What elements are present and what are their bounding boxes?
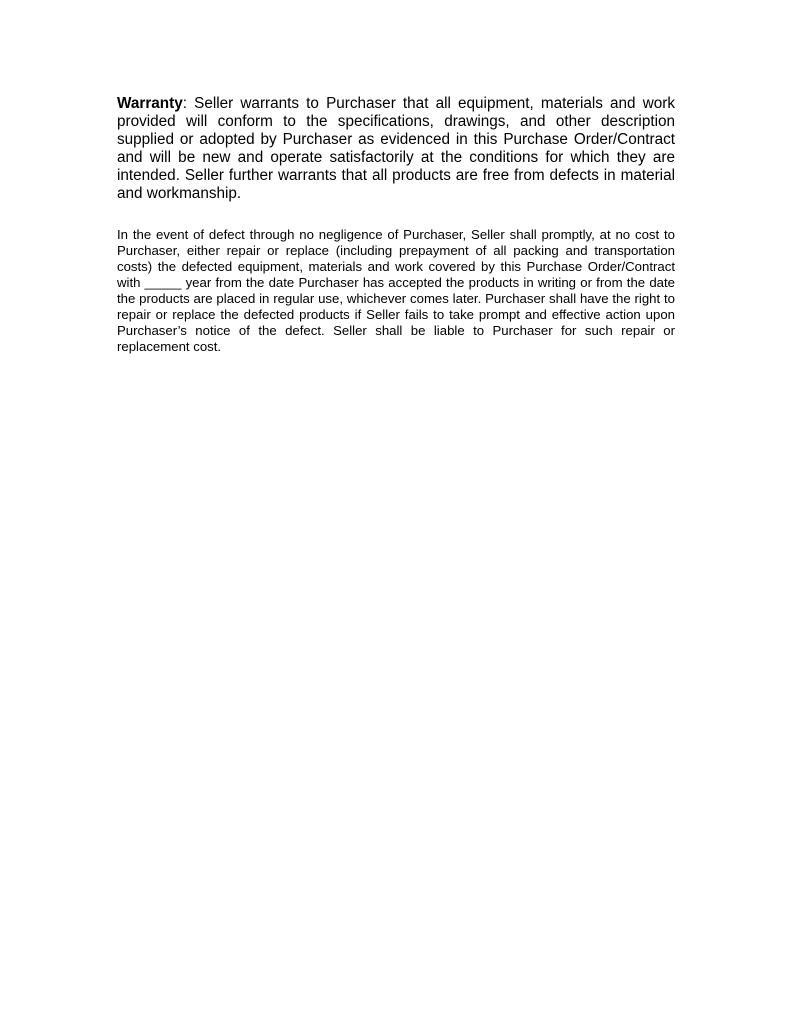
warranty-paragraph (117, 95, 675, 203)
document-page (117, 95, 675, 355)
warranty-heading: Warranty (117, 95, 183, 112)
warranty-heading-colon: : (182, 95, 187, 112)
defect-clause-paragraph: In the event of defect through no negligence of Purchaser, Seller shall promptly, at no cost to Purchaser, either repair or replace (including prepayment of all packing and transportation costs) the defected equipment, materials and work covered by this Purchase Order/Contract with _____ year from the date Purchaser has accepted the products in writing or from the date the products are placed in regular use, whichever comes later. Purchaser shall have the right to repair or replace the defected products if Seller fails to take prompt and effective action upon Purchaser’s notice of the defect. Seller shall be liable to Purchaser for such repair or replacement cost. (117, 227, 675, 354)
warranty-body: Seller warrants to Purchaser that all equipment, materials and work provided will conform to the specifications, drawings, and other description supplied or adopted by Purchaser as evidenced in this Purchase Order/Contract and will be new and operate satisfactorily at the conditions for which they are intended. Seller further warrants that all products are free from defects in material and workmanship. (117, 95, 675, 202)
